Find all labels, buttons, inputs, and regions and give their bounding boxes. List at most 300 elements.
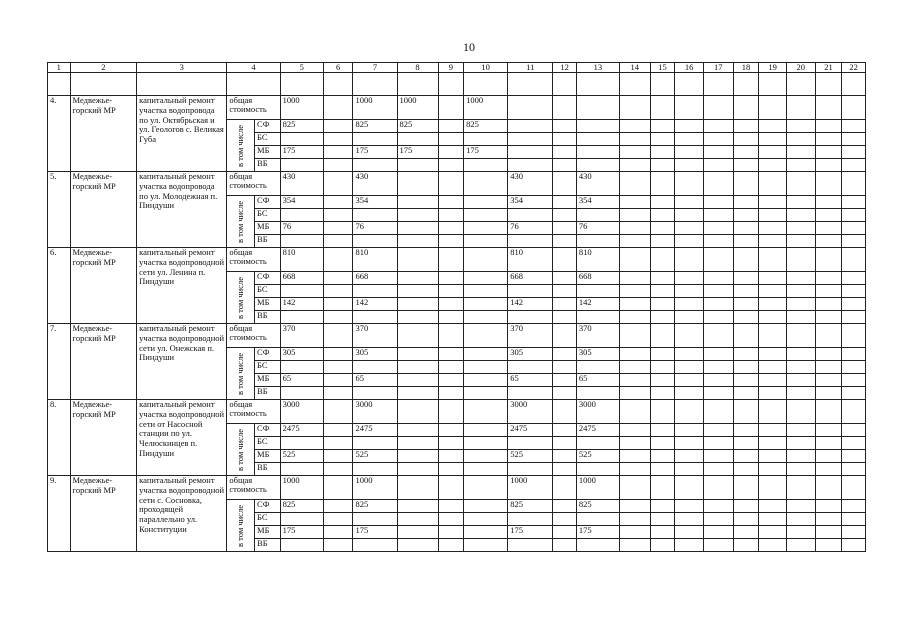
column-number: 4 xyxy=(227,63,280,73)
empty-cell xyxy=(842,324,866,348)
value-cell: 175 xyxy=(280,526,323,539)
empty-cell xyxy=(553,311,577,324)
funding-source-label: БС xyxy=(255,437,281,450)
empty-cell xyxy=(842,450,866,463)
value-cell: 305 xyxy=(576,348,619,361)
empty-cell xyxy=(323,272,353,285)
empty-cell xyxy=(703,222,733,235)
empty-cell xyxy=(786,500,815,513)
empty-cell xyxy=(650,285,675,298)
empty-cell xyxy=(553,324,577,348)
value-cell xyxy=(576,96,619,120)
value-cell xyxy=(464,235,508,248)
value-cell xyxy=(397,209,438,222)
blank-cell xyxy=(675,73,704,96)
funding-source-label: СФ xyxy=(255,120,281,133)
empty-cell xyxy=(650,209,675,222)
empty-cell xyxy=(675,348,704,361)
value-cell xyxy=(397,361,438,374)
empty-cell xyxy=(619,400,650,424)
empty-cell xyxy=(703,361,733,374)
empty-cell xyxy=(786,450,815,463)
empty-cell xyxy=(553,450,577,463)
empty-cell xyxy=(438,235,464,248)
empty-cell xyxy=(675,526,704,539)
empty-cell xyxy=(842,285,866,298)
value-cell xyxy=(280,539,323,552)
empty-cell xyxy=(650,500,675,513)
value-cell xyxy=(353,209,397,222)
blank-cell xyxy=(759,73,787,96)
column-number: 16 xyxy=(675,63,704,73)
value-cell xyxy=(464,222,508,235)
value-cell xyxy=(397,374,438,387)
empty-cell xyxy=(650,196,675,209)
value-cell: 2475 xyxy=(353,424,397,437)
empty-cell xyxy=(619,159,650,172)
empty-cell xyxy=(733,500,759,513)
value-cell xyxy=(397,196,438,209)
value-cell xyxy=(353,235,397,248)
value-cell: 810 xyxy=(576,248,619,272)
funding-source-label: СФ xyxy=(255,348,281,361)
empty-cell xyxy=(815,159,842,172)
table-row xyxy=(48,400,866,424)
empty-cell xyxy=(438,450,464,463)
empty-cell xyxy=(842,209,866,222)
value-cell xyxy=(280,133,323,146)
empty-cell xyxy=(675,159,704,172)
empty-cell xyxy=(759,146,787,159)
value-cell xyxy=(508,463,553,476)
value-cell xyxy=(464,361,508,374)
value-cell: 825 xyxy=(353,500,397,513)
empty-cell xyxy=(786,374,815,387)
empty-cell xyxy=(815,387,842,400)
empty-cell xyxy=(553,172,577,196)
column-number: 1 xyxy=(48,63,71,73)
empty-cell xyxy=(323,235,353,248)
row-number: 7. xyxy=(48,324,71,400)
blank-cell xyxy=(353,73,397,96)
funding-source-label: БС xyxy=(255,133,281,146)
empty-cell xyxy=(323,361,353,374)
funding-source-label: МБ xyxy=(255,146,281,159)
value-cell xyxy=(508,387,553,400)
value-cell xyxy=(353,159,397,172)
funding-source-label: БС xyxy=(255,513,281,526)
empty-cell xyxy=(650,361,675,374)
value-cell xyxy=(397,526,438,539)
empty-cell xyxy=(650,424,675,437)
empty-cell xyxy=(703,172,733,196)
empty-cell xyxy=(323,298,353,311)
value-cell xyxy=(397,311,438,324)
empty-cell xyxy=(553,222,577,235)
empty-cell xyxy=(703,196,733,209)
empty-cell xyxy=(733,476,759,500)
value-cell xyxy=(397,222,438,235)
empty-cell xyxy=(323,146,353,159)
funding-source-label: ВБ xyxy=(255,159,281,172)
empty-cell xyxy=(553,539,577,552)
empty-cell xyxy=(815,298,842,311)
empty-cell xyxy=(815,361,842,374)
value-cell xyxy=(397,348,438,361)
blank-cell xyxy=(842,73,866,96)
empty-cell xyxy=(759,272,787,285)
value-cell xyxy=(280,159,323,172)
empty-cell xyxy=(619,348,650,361)
empty-cell xyxy=(619,285,650,298)
empty-cell xyxy=(759,500,787,513)
row-number: 5. xyxy=(48,172,71,248)
empty-cell xyxy=(786,159,815,172)
value-cell: 430 xyxy=(508,172,553,196)
empty-cell xyxy=(733,324,759,348)
value-cell: 825 xyxy=(280,120,323,133)
row-number: 9. xyxy=(48,476,71,552)
empty-cell xyxy=(842,348,866,361)
empty-cell xyxy=(759,361,787,374)
empty-cell xyxy=(759,539,787,552)
empty-cell xyxy=(323,374,353,387)
empty-cell xyxy=(553,146,577,159)
value-cell xyxy=(397,476,438,500)
empty-cell xyxy=(842,146,866,159)
empty-cell xyxy=(323,387,353,400)
value-cell: 810 xyxy=(508,248,553,272)
value-cell xyxy=(508,133,553,146)
empty-cell xyxy=(553,285,577,298)
empty-cell xyxy=(759,172,787,196)
empty-cell xyxy=(438,513,464,526)
value-cell: 3000 xyxy=(508,400,553,424)
empty-cell xyxy=(703,513,733,526)
value-cell: 2475 xyxy=(576,424,619,437)
blank-cell xyxy=(70,73,137,96)
blank-cell xyxy=(733,73,759,96)
empty-cell xyxy=(815,539,842,552)
empty-cell xyxy=(733,248,759,272)
value-cell xyxy=(464,513,508,526)
empty-cell xyxy=(650,526,675,539)
empty-cell xyxy=(733,311,759,324)
value-cell: 825 xyxy=(464,120,508,133)
empty-cell xyxy=(815,172,842,196)
empty-cell xyxy=(438,374,464,387)
empty-cell xyxy=(650,539,675,552)
empty-cell xyxy=(733,424,759,437)
budget-table xyxy=(47,62,866,552)
empty-cell xyxy=(650,463,675,476)
value-cell xyxy=(576,133,619,146)
empty-cell xyxy=(842,196,866,209)
empty-cell xyxy=(323,96,353,120)
empty-cell xyxy=(553,476,577,500)
empty-cell xyxy=(619,196,650,209)
value-cell xyxy=(397,424,438,437)
empty-cell xyxy=(786,348,815,361)
value-cell: 76 xyxy=(508,222,553,235)
empty-cell xyxy=(323,311,353,324)
empty-cell xyxy=(438,324,464,348)
empty-cell xyxy=(842,500,866,513)
empty-cell xyxy=(675,513,704,526)
empty-cell xyxy=(786,146,815,159)
empty-cell xyxy=(703,500,733,513)
empty-cell xyxy=(323,539,353,552)
object-description: капитальный ремонт участка водопровода по ул. Октябрьская и ул. Геологов с. Великая Губа xyxy=(137,96,227,172)
funding-source-label: СФ xyxy=(255,196,281,209)
empty-cell xyxy=(842,172,866,196)
empty-cell xyxy=(619,387,650,400)
empty-cell xyxy=(323,424,353,437)
empty-cell xyxy=(323,437,353,450)
empty-cell xyxy=(759,476,787,500)
empty-cell xyxy=(675,311,704,324)
empty-cell xyxy=(759,235,787,248)
column-number: 19 xyxy=(759,63,787,73)
empty-cell xyxy=(619,361,650,374)
empty-cell xyxy=(619,272,650,285)
empty-cell xyxy=(553,272,577,285)
value-cell: 305 xyxy=(508,348,553,361)
empty-cell xyxy=(759,424,787,437)
empty-cell xyxy=(323,463,353,476)
value-cell xyxy=(464,172,508,196)
value-cell xyxy=(397,172,438,196)
column-number: 18 xyxy=(733,63,759,73)
empty-cell xyxy=(703,146,733,159)
empty-cell xyxy=(703,387,733,400)
funding-source-label: ВБ xyxy=(255,387,281,400)
empty-cell xyxy=(323,348,353,361)
district-cell: Медвежье-горский МР xyxy=(70,324,137,400)
empty-cell xyxy=(650,437,675,450)
empty-cell xyxy=(323,120,353,133)
funding-source-label: БС xyxy=(255,361,281,374)
value-cell xyxy=(508,311,553,324)
value-cell xyxy=(508,513,553,526)
value-cell: 1000 xyxy=(397,96,438,120)
empty-cell xyxy=(438,196,464,209)
empty-cell xyxy=(786,324,815,348)
empty-cell xyxy=(733,159,759,172)
column-number: 21 xyxy=(815,63,842,73)
empty-cell xyxy=(759,374,787,387)
empty-cell xyxy=(786,209,815,222)
value-cell xyxy=(464,348,508,361)
empty-cell xyxy=(815,324,842,348)
empty-cell xyxy=(675,133,704,146)
empty-cell xyxy=(759,298,787,311)
empty-cell xyxy=(759,463,787,476)
empty-cell xyxy=(438,172,464,196)
funding-source-label: СФ xyxy=(255,500,281,513)
value-cell xyxy=(464,196,508,209)
value-cell: 1000 xyxy=(464,96,508,120)
empty-cell xyxy=(323,159,353,172)
value-cell xyxy=(353,285,397,298)
value-cell: 430 xyxy=(353,172,397,196)
column-number: 6 xyxy=(323,63,353,73)
total-cost-label: общая стоимость xyxy=(227,96,280,120)
value-cell xyxy=(576,387,619,400)
empty-cell xyxy=(786,513,815,526)
blank-cell xyxy=(227,73,280,96)
empty-cell xyxy=(759,324,787,348)
empty-cell xyxy=(733,146,759,159)
empty-cell xyxy=(842,424,866,437)
empty-cell xyxy=(619,235,650,248)
empty-cell xyxy=(815,348,842,361)
empty-cell xyxy=(733,374,759,387)
empty-cell xyxy=(703,272,733,285)
value-cell: 430 xyxy=(576,172,619,196)
column-number: 14 xyxy=(619,63,650,73)
column-number: 3 xyxy=(137,63,227,73)
empty-cell xyxy=(733,285,759,298)
empty-cell xyxy=(438,120,464,133)
column-number: 12 xyxy=(553,63,577,73)
value-cell xyxy=(353,311,397,324)
empty-cell xyxy=(733,172,759,196)
empty-cell xyxy=(619,374,650,387)
value-cell xyxy=(508,235,553,248)
value-cell xyxy=(576,235,619,248)
empty-cell xyxy=(733,387,759,400)
value-cell xyxy=(464,500,508,513)
blank-cell xyxy=(576,73,619,96)
funding-source-label: ВБ xyxy=(255,463,281,476)
total-cost-label: общая стоимость xyxy=(227,476,280,500)
value-cell: 825 xyxy=(508,500,553,513)
value-cell: 175 xyxy=(464,146,508,159)
empty-cell xyxy=(815,146,842,159)
value-cell: 142 xyxy=(353,298,397,311)
empty-cell xyxy=(786,285,815,298)
empty-cell xyxy=(842,96,866,120)
empty-cell xyxy=(619,324,650,348)
blank-cell xyxy=(280,73,323,96)
empty-cell xyxy=(553,120,577,133)
value-cell: 3000 xyxy=(353,400,397,424)
in-that-label xyxy=(227,120,255,172)
empty-cell xyxy=(703,120,733,133)
column-number: 9 xyxy=(438,63,464,73)
funding-source-label: ВБ xyxy=(255,311,281,324)
value-cell xyxy=(353,513,397,526)
value-cell: 76 xyxy=(280,222,323,235)
value-cell xyxy=(464,387,508,400)
empty-cell xyxy=(815,235,842,248)
empty-cell xyxy=(815,374,842,387)
empty-cell xyxy=(619,311,650,324)
value-cell: 175 xyxy=(576,526,619,539)
empty-cell xyxy=(675,196,704,209)
empty-cell xyxy=(786,387,815,400)
empty-cell xyxy=(703,374,733,387)
total-cost-label: общая стоимость xyxy=(227,324,280,348)
empty-cell xyxy=(619,222,650,235)
value-cell xyxy=(576,437,619,450)
value-cell xyxy=(576,285,619,298)
empty-cell xyxy=(675,285,704,298)
empty-cell xyxy=(438,146,464,159)
empty-cell xyxy=(323,248,353,272)
empty-cell xyxy=(553,463,577,476)
empty-cell xyxy=(675,298,704,311)
empty-cell xyxy=(553,133,577,146)
empty-cell xyxy=(553,387,577,400)
empty-cell xyxy=(675,324,704,348)
empty-cell xyxy=(786,526,815,539)
value-cell xyxy=(464,424,508,437)
empty-cell xyxy=(842,133,866,146)
empty-cell xyxy=(553,374,577,387)
value-cell: 525 xyxy=(508,450,553,463)
empty-cell xyxy=(619,500,650,513)
empty-cell xyxy=(675,361,704,374)
empty-cell xyxy=(842,539,866,552)
empty-cell xyxy=(675,235,704,248)
blank-cell xyxy=(703,73,733,96)
value-cell: 354 xyxy=(280,196,323,209)
value-cell: 175 xyxy=(280,146,323,159)
value-cell: 1000 xyxy=(576,476,619,500)
table-row xyxy=(48,476,866,500)
value-cell xyxy=(353,133,397,146)
value-cell xyxy=(464,209,508,222)
empty-cell xyxy=(759,96,787,120)
value-cell: 142 xyxy=(576,298,619,311)
empty-cell xyxy=(438,272,464,285)
empty-cell xyxy=(675,539,704,552)
value-cell: 668 xyxy=(353,272,397,285)
value-cell xyxy=(576,539,619,552)
empty-cell xyxy=(786,222,815,235)
empty-cell xyxy=(675,374,704,387)
funding-source-label: МБ xyxy=(255,222,281,235)
value-cell xyxy=(508,146,553,159)
blank-header-row xyxy=(48,73,866,96)
empty-cell xyxy=(438,387,464,400)
empty-cell xyxy=(842,248,866,272)
empty-cell xyxy=(619,476,650,500)
value-cell: 3000 xyxy=(280,400,323,424)
empty-cell xyxy=(438,159,464,172)
value-cell: 65 xyxy=(576,374,619,387)
value-cell xyxy=(397,298,438,311)
table-row xyxy=(48,96,866,120)
value-cell xyxy=(576,513,619,526)
value-cell xyxy=(464,298,508,311)
column-number-row xyxy=(48,63,866,73)
empty-cell xyxy=(786,311,815,324)
value-cell xyxy=(508,120,553,133)
value-cell: 65 xyxy=(353,374,397,387)
in-that-label xyxy=(227,500,255,552)
table-row xyxy=(48,324,866,348)
empty-cell xyxy=(703,526,733,539)
empty-cell xyxy=(786,172,815,196)
value-cell xyxy=(464,539,508,552)
empty-cell xyxy=(553,348,577,361)
value-cell: 825 xyxy=(397,120,438,133)
funding-source-label: МБ xyxy=(255,526,281,539)
district-cell: Медвежье-горский МР xyxy=(70,476,137,552)
